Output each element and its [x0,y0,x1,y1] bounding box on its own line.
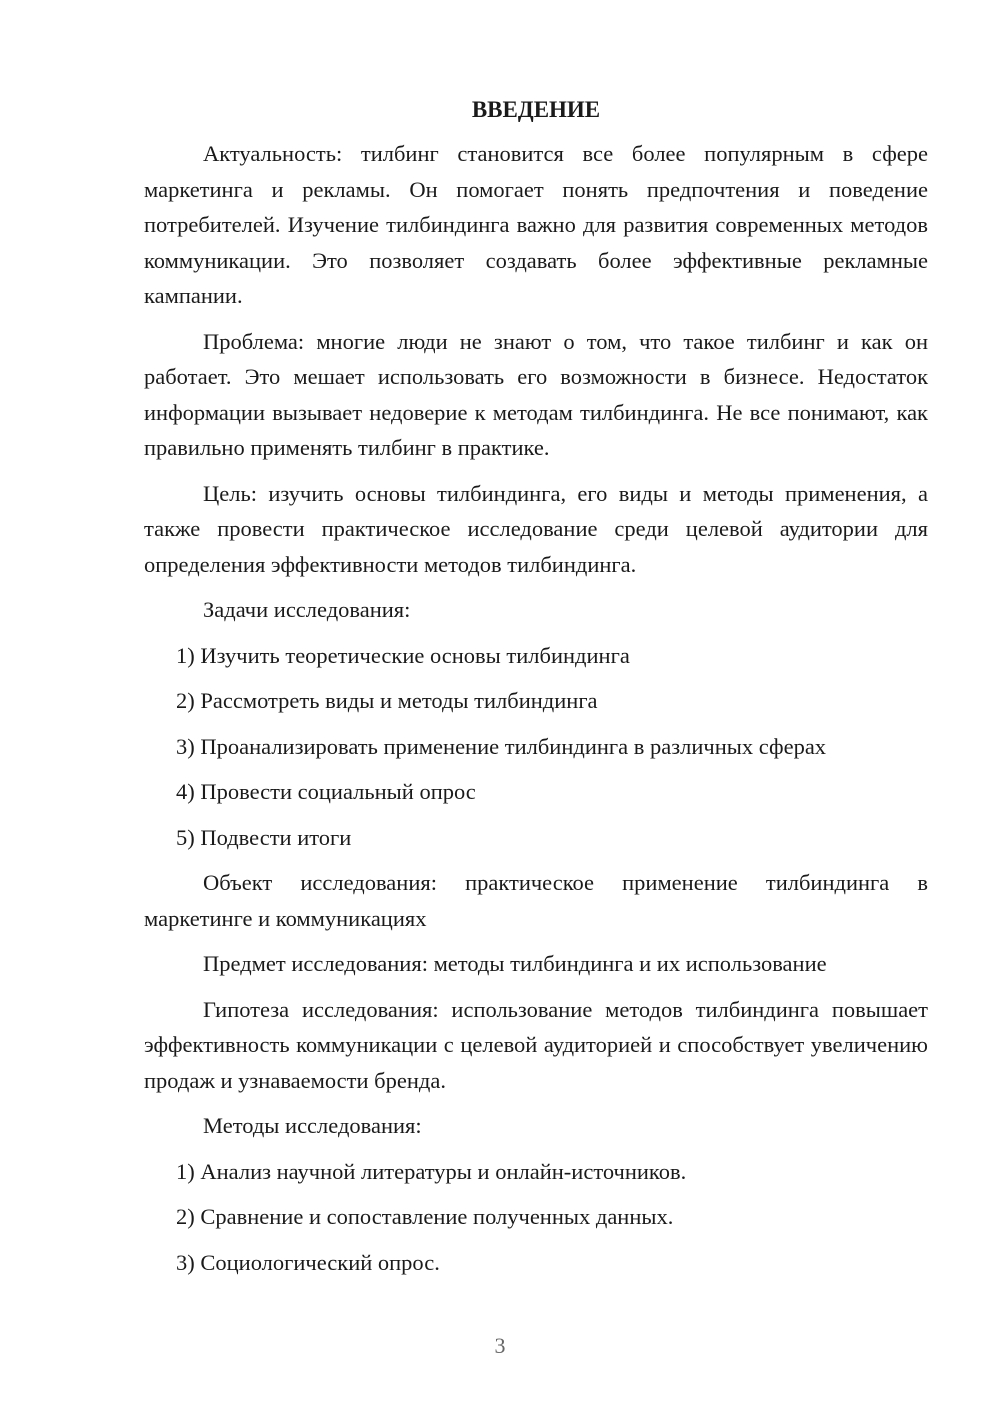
task-item-4: 4) Провести социальный опрос [176,779,476,804]
page-title: ВВЕДЕНИЕ [471,97,601,122]
methods-heading: Методы исследования: [203,1113,422,1138]
method-item-2: 2) Сравнение и сопоставление полученных данных. [176,1204,674,1229]
task-item-3: 3) Проанализировать применение тилбиндинга в различных сферах [176,733,827,759]
subject-paragraph: Предмет исследования: методы тилбиндинга и их использование [203,951,827,976]
task-item-2: 2) Рассмотреть виды и методы тилбиндинга [176,688,598,713]
tasks-heading: Задачи исследования: [203,597,411,622]
method-item-1: 1) Анализ научной литературы и онлайн-источников. [176,1158,687,1184]
problem-paragraph: Проблема: многие люди не знают о том, что такое тилбинг и как он работает. Это мешает использовать его возможности в бизнесе. Недостаток информации вызывает недоверие к методам тилбиндинга. Не все понимают, как правильно применять тилбинг в практике. [144,328,928,460]
object-paragraph: Объект исследования: практическое применение тилбиндинга в маркетинге и коммуникациях [144,870,928,931]
method-item-3: 3) Социологический опрос. [176,1249,440,1275]
task-item-1: 1) Изучить теоретические основы тилбиндинга [176,642,630,668]
task-item-5: 5) Подвести итоги [176,824,352,850]
page-content [144,90,928,1290]
hypothesis-paragraph: Гипотеза исследования: использование методов тилбиндинга повышает эффективность коммуникации с целевой аудиторией и способствует увеличению продаж и узнаваемости бренда. [144,996,928,1093]
relevance-paragraph: Актуальность: тилбинг становится все более популярным в сфере маркетинга и рекламы. Он помогает понять предпочтения и поведение потребителей. Изучение тилбиндинга важно для развития современных методов коммуникации. Это позволяет создавать более эффективные рекламные кампании. [144,141,928,308]
goal-paragraph: Цель: изучить основы тилбиндинга, его виды и методы применения, а также провести практическое исследование среди целевой аудитории для определения эффективности методов тилбиндинга. [144,480,928,577]
page-number: 3 [494,1333,506,1358]
